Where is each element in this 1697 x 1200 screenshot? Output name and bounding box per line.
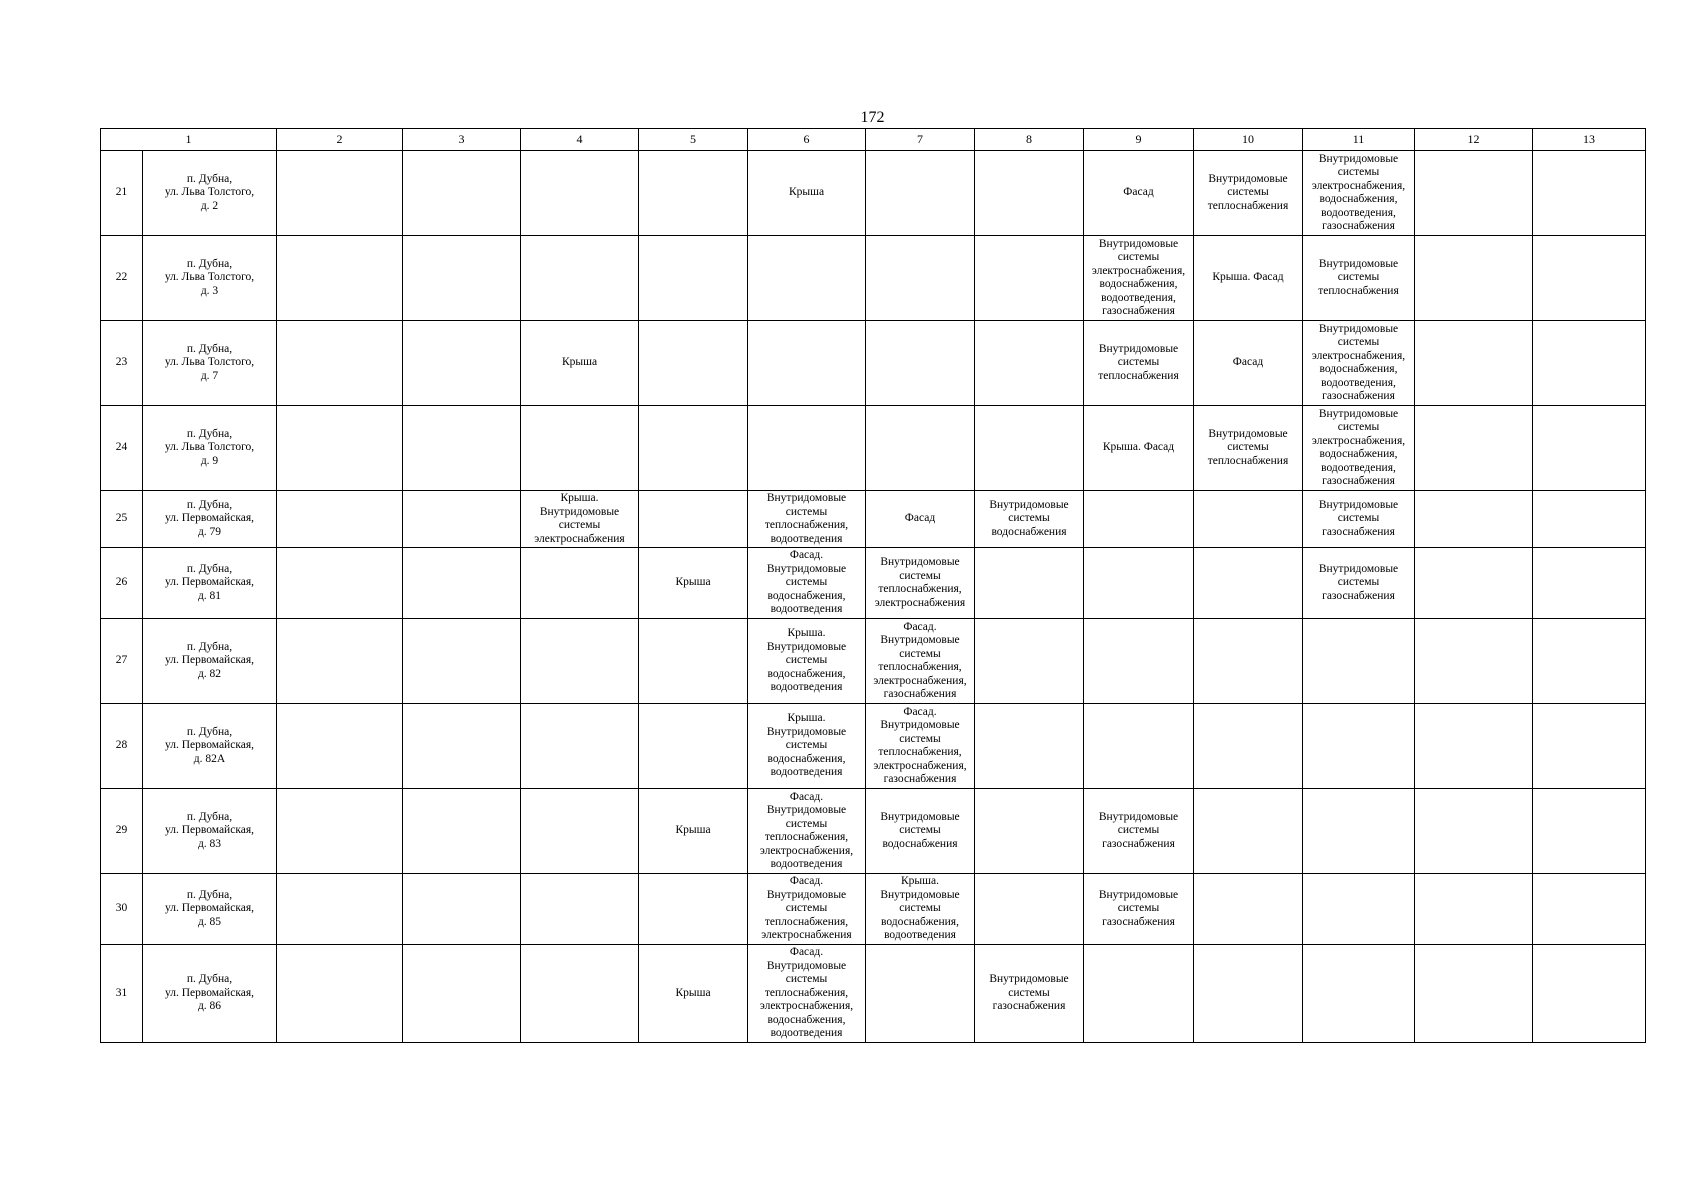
col6-cell: Фасад. Внутридомовые системы теплоснабжения, электроснабжения, водоснабжения, водоотведения [748,945,866,1043]
table-row [101,406,1646,491]
col4-cell [521,236,639,321]
col6-cell: Крыша. Внутридомовые системы водоснабжения, водоотведения [748,704,866,789]
address-cell: п. Дубна, ул. Первомайская, д. 82А [143,704,277,789]
col11-cell: Внутридомовые системы электроснабжения, водоснабжения, водоотведения, газоснабжения [1303,321,1415,406]
table-row [101,704,1646,789]
col13-cell [1533,789,1646,874]
col11-cell [1303,945,1415,1043]
col8-cell [975,619,1084,704]
col7-cell [866,236,975,321]
col7-cell: Фасад. Внутридомовые системы теплоснабжения, электроснабжения, газоснабжения [866,619,975,704]
col3-cell [403,236,521,321]
table-row [101,945,1646,1043]
row-number: 21 [101,151,143,236]
column-header-4: 4 [521,129,639,151]
col5-cell [639,236,748,321]
col2-cell [277,406,403,491]
col4-cell [521,406,639,491]
col2-cell [277,704,403,789]
col3-cell [403,548,521,619]
col9-cell [1084,704,1194,789]
col13-cell [1533,491,1646,548]
col7-cell [866,406,975,491]
col11-cell: Внутридомовые системы газоснабжения [1303,491,1415,548]
address-cell: п. Дубна, ул. Первомайская, д. 79 [143,491,277,548]
col2-cell [277,236,403,321]
col4-cell [521,874,639,945]
col6-cell: Крыша. Внутридомовые системы водоснабжения, водоотведения [748,619,866,704]
table-row [101,151,1646,236]
col4-cell: Крыша. Внутридомовые системы электроснабжения [521,491,639,548]
col12-cell [1415,789,1533,874]
col12-cell [1415,874,1533,945]
col6-cell: Крыша [748,151,866,236]
col13-cell [1533,151,1646,236]
row-number: 25 [101,491,143,548]
col4-cell: Крыша [521,321,639,406]
col6-cell: Фасад. Внутридомовые системы водоснабжения, водоотведения [748,548,866,619]
col7-cell: Внутридомовые системы водоснабжения [866,789,975,874]
col8-cell [975,151,1084,236]
row-number: 26 [101,548,143,619]
address-cell: п. Дубна, ул. Льва Толстого, д. 7 [143,321,277,406]
address-cell: п. Дубна, ул. Первомайская, д. 83 [143,789,277,874]
col12-cell [1415,619,1533,704]
col13-cell [1533,406,1646,491]
col10-cell [1194,945,1303,1043]
row-number: 29 [101,789,143,874]
row-number: 23 [101,321,143,406]
table-body [101,151,1646,1043]
col9-cell: Внутридомовые системы газоснабжения [1084,789,1194,874]
col11-cell: Внутридомовые системы электроснабжения, водоснабжения, водоотведения, газоснабжения [1303,151,1415,236]
col7-cell: Фасад. Внутридомовые системы теплоснабжения, электроснабжения, газоснабжения [866,704,975,789]
col6-cell [748,406,866,491]
column-header-3: 3 [403,129,521,151]
col9-cell: Внутридомовые системы электроснабжения, водоснабжения, водоотведения, газоснабжения [1084,236,1194,321]
col8-cell [975,548,1084,619]
col12-cell [1415,406,1533,491]
col9-cell [1084,491,1194,548]
col5-cell: Крыша [639,945,748,1043]
col12-cell [1415,704,1533,789]
col3-cell [403,151,521,236]
col5-cell: Крыша [639,548,748,619]
col9-cell: Внутридомовые системы газоснабжения [1084,874,1194,945]
row-number: 24 [101,406,143,491]
column-header-6: 6 [748,129,866,151]
address-cell: п. Дубна, ул. Льва Толстого, д. 3 [143,236,277,321]
table-row [101,491,1646,548]
column-header-2: 2 [277,129,403,151]
col8-cell [975,321,1084,406]
col7-cell: Фасад [866,491,975,548]
col13-cell [1533,945,1646,1043]
column-header-9: 9 [1084,129,1194,151]
col10-cell [1194,619,1303,704]
column-header-10: 10 [1194,129,1303,151]
column-header-7: 7 [866,129,975,151]
table-row [101,619,1646,704]
col13-cell [1533,874,1646,945]
col3-cell [403,406,521,491]
col9-cell: Крыша. Фасад [1084,406,1194,491]
column-header-5: 5 [639,129,748,151]
col2-cell [277,874,403,945]
col6-cell: Внутридомовые системы теплоснабжения, водоотведения [748,491,866,548]
col3-cell [403,619,521,704]
col5-cell [639,321,748,406]
col9-cell: Внутридомовые системы теплоснабжения [1084,321,1194,406]
col5-cell: Крыша [639,789,748,874]
col2-cell [277,151,403,236]
col10-cell [1194,548,1303,619]
col2-cell [277,321,403,406]
col11-cell [1303,874,1415,945]
table-row [101,321,1646,406]
col2-cell [277,548,403,619]
col9-cell [1084,945,1194,1043]
row-number: 31 [101,945,143,1043]
col12-cell [1415,548,1533,619]
col12-cell [1415,151,1533,236]
col5-cell [639,874,748,945]
col5-cell [639,491,748,548]
column-header-12: 12 [1415,129,1533,151]
col6-cell [748,236,866,321]
col13-cell [1533,548,1646,619]
column-header-1: 1 [101,129,277,151]
col4-cell [521,619,639,704]
address-cell: п. Дубна, ул. Льва Толстого, д. 9 [143,406,277,491]
column-header-11: 11 [1303,129,1415,151]
col3-cell [403,321,521,406]
col2-cell [277,491,403,548]
col6-cell: Фасад. Внутридомовые системы теплоснабжения, электроснабжения, водоотведения [748,789,866,874]
col9-cell [1084,619,1194,704]
col10-cell: Крыша. Фасад [1194,236,1303,321]
table-row [101,548,1646,619]
col4-cell [521,945,639,1043]
col8-cell [975,236,1084,321]
address-cell: п. Дубна, ул. Первомайская, д. 81 [143,548,277,619]
col4-cell [521,789,639,874]
row-number: 27 [101,619,143,704]
col2-cell [277,789,403,874]
col7-cell: Внутридомовые системы теплоснабжения, электроснабжения [866,548,975,619]
column-header-13: 13 [1533,129,1646,151]
address-cell: п. Дубна, ул. Первомайская, д. 82 [143,619,277,704]
col13-cell [1533,704,1646,789]
col7-cell: Крыша. Внутридомовые системы водоснабжения, водоотведения [866,874,975,945]
col8-cell [975,704,1084,789]
col10-cell [1194,704,1303,789]
col12-cell [1415,236,1533,321]
col12-cell [1415,491,1533,548]
page-number: 172 [860,109,885,126]
col10-cell [1194,789,1303,874]
address-cell: п. Дубна, ул. Первомайская, д. 85 [143,874,277,945]
table-row [101,236,1646,321]
col3-cell [403,874,521,945]
col3-cell [403,945,521,1043]
col9-cell: Фасад [1084,151,1194,236]
col13-cell [1533,619,1646,704]
col10-cell: Фасад [1194,321,1303,406]
col13-cell [1533,236,1646,321]
col9-cell [1084,548,1194,619]
row-number: 22 [101,236,143,321]
col10-cell: Внутридомовые системы теплоснабжения [1194,406,1303,491]
col6-cell [748,321,866,406]
col12-cell [1415,945,1533,1043]
header-row [101,129,1646,151]
col8-cell [975,406,1084,491]
col11-cell [1303,789,1415,874]
col10-cell [1194,491,1303,548]
col4-cell [521,704,639,789]
col11-cell [1303,619,1415,704]
col5-cell [639,406,748,491]
col3-cell [403,789,521,874]
col12-cell [1415,321,1533,406]
repair-schedule-table [100,128,1646,1043]
col5-cell [639,151,748,236]
col6-cell: Фасад. Внутридомовые системы теплоснабжения, электроснабжения [748,874,866,945]
col11-cell: Внутридомовые системы электроснабжения, водоснабжения, водоотведения, газоснабжения [1303,406,1415,491]
col10-cell: Внутридомовые системы теплоснабжения [1194,151,1303,236]
table-row [101,874,1646,945]
address-cell: п. Дубна, ул. Льва Толстого, д. 2 [143,151,277,236]
col5-cell [639,704,748,789]
col10-cell [1194,874,1303,945]
col2-cell [277,619,403,704]
col11-cell: Внутридомовые системы теплоснабжения [1303,236,1415,321]
column-header-8: 8 [975,129,1084,151]
col4-cell [521,151,639,236]
col13-cell [1533,321,1646,406]
col5-cell [639,619,748,704]
col4-cell [521,548,639,619]
col11-cell [1303,704,1415,789]
col8-cell: Внутридомовые системы водоснабжения [975,491,1084,548]
col8-cell [975,789,1084,874]
col11-cell: Внутридомовые системы газоснабжения [1303,548,1415,619]
col7-cell [866,321,975,406]
row-number: 30 [101,874,143,945]
col7-cell [866,151,975,236]
col2-cell [277,945,403,1043]
col8-cell: Внутридомовые системы газоснабжения [975,945,1084,1043]
table-row [101,789,1646,874]
col3-cell [403,704,521,789]
row-number: 28 [101,704,143,789]
col3-cell [403,491,521,548]
col8-cell [975,874,1084,945]
col7-cell [866,945,975,1043]
address-cell: п. Дубна, ул. Первомайская, д. 86 [143,945,277,1043]
